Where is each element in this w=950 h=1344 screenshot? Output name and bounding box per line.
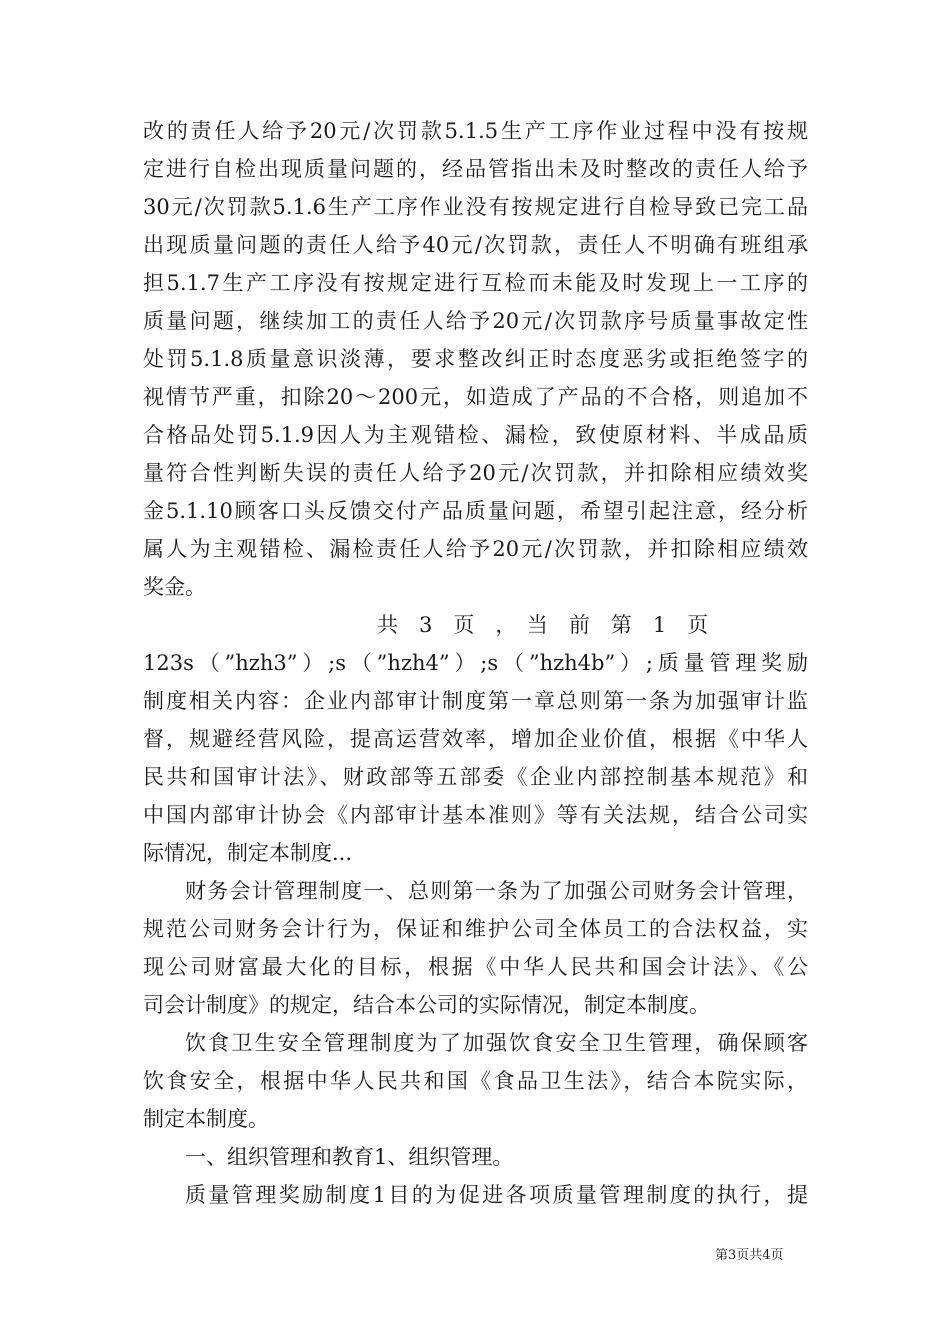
- text-line: 中国内部审计协会《内部审计基本准则》等有关法规，结合公司实: [143, 803, 808, 827]
- page-footer: 第3页共4页: [715, 1248, 784, 1263]
- text-line: 现公司财富最大化的目标，根据《中华人民共和国会计法》、《公: [143, 955, 808, 979]
- text-line: 30元/次罚款5.1.6生产工序作业没有按规定进行自检导致已完工品: [143, 195, 808, 219]
- text-line: 饮食卫生安全管理制度为了加强饮食安全卫生管理，确保顾客: [185, 1031, 808, 1055]
- text-line: 督，规避经营风险，提高运营效率，增加企业价值，根据《中华人: [143, 727, 808, 751]
- text-line: 视情节严重，扣除20～200元，如造成了产品的不合格，则追加不: [143, 385, 808, 409]
- text-line: 制定本制度。: [143, 1107, 269, 1131]
- text-line: 出现质量问题的责任人给予40元/次罚款，责任人不明确有班组承: [143, 233, 808, 257]
- text-line: 质量问题，继续加工的责任人给予20元/次罚款序号质量事故定性: [143, 309, 808, 333]
- text-line: 饮食安全，根据中华人民共和国《食品卫生法》，结合本院实际，: [143, 1069, 808, 1093]
- text-line: 属人为主观错检、漏检责任人给予20元/次罚款，并扣除相应绩效: [143, 537, 808, 561]
- text-line: 定进行自检出现质量问题的，经品管指出未及时整改的责任人给予: [143, 157, 808, 181]
- text-line: 际情况，制定本制度...: [143, 841, 353, 865]
- text-line: 合格品处罚5.1.9因人为主观错检、漏检，致使原材料、半成品质: [143, 423, 808, 447]
- text-line: 处罚5.1.8质量意识淡薄，要求整改纠正时态度恶劣或拒绝签字的: [143, 347, 808, 371]
- text-line: 123s（”hzh3”）;s（”hzh4”）;s（”hzh4b”）;质量管理奖励: [143, 651, 808, 675]
- text-line: 量符合性判断失误的责任人给予20元/次罚款，并扣除相应绩效奖: [143, 461, 808, 485]
- text-line: 司会计制度》的规定，结合本公司的实际情况，制定本制度。: [143, 993, 710, 1017]
- text-line: 财务会计管理制度一、总则第一条为了加强公司财务会计管理，: [185, 879, 808, 903]
- text-line: 改的责任人给予20元/次罚款5.1.5生产工序作业过程中没有按规: [143, 119, 808, 143]
- text-line: 规范公司财务会计行为，保证和维护公司全体员工的合法权益，实: [143, 917, 808, 941]
- document-body: [143, 112, 808, 1214]
- text-line: 金5.1.10顾客口头反馈交付产品质量问题，希望引起注意，经分析: [143, 499, 808, 523]
- text-line: 制度相关内容：企业内部审计制度第一章总则第一条为加强审计监: [143, 689, 808, 713]
- text-line: 民共和国审计法》、财政部等五部委《企业内部控制基本规范》和: [143, 765, 808, 789]
- text-line: 担5.1.7生产工序没有按规定进行互检而未能及时发现上一工序的: [143, 271, 808, 295]
- text-line: 一、组织管理和教育1、组织管理。: [185, 1145, 514, 1169]
- text-line: 奖金。: [143, 575, 206, 599]
- text-line: 质量管理奖励制度1目的为促进各项质量管理制度的执行，提: [185, 1183, 808, 1207]
- page-count-marker: 共 3 页 ， 当 前 第 1 页: [377, 613, 709, 637]
